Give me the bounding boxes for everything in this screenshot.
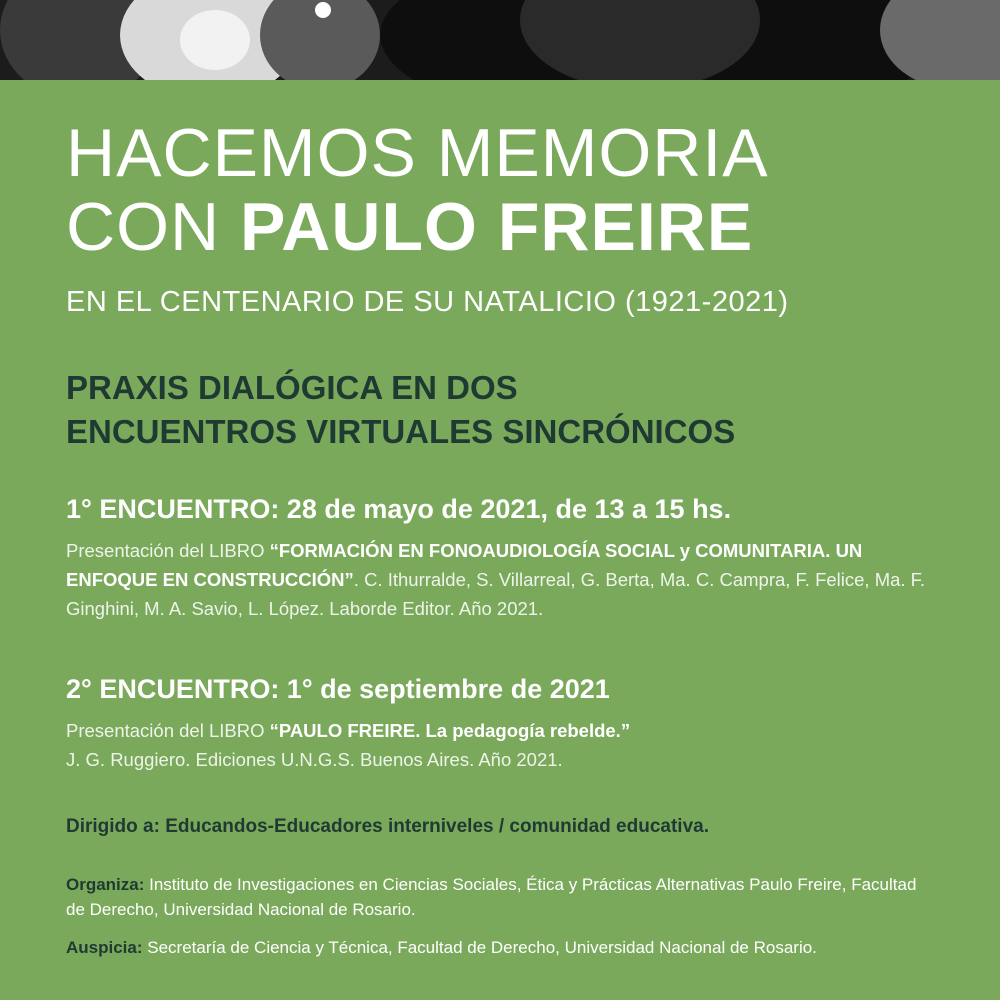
encuentro1-body bbox=[66, 536, 926, 623]
praxis-heading bbox=[66, 366, 735, 454]
praxis-line1: PRAXIS DIALÓGICA EN DOS bbox=[66, 369, 518, 406]
encuentro2-title: 2° ENCUENTRO: 1° de septiembre de 2021 bbox=[66, 674, 610, 704]
encuentro2-body bbox=[66, 716, 926, 774]
organiza-text: Instituto de Investigaciones en Ciencias Sociales, Ética y Prácticas Alternativas Paulo Freire, Facultad de Derecho, Universidad Nacional de Rosario. bbox=[66, 875, 917, 919]
subtitle: EN EL CENTENARIO DE SU NATALICIO (1921-2021) bbox=[66, 286, 789, 318]
auspicia-label: Auspicia: bbox=[66, 938, 143, 957]
encuentro1-title: 1° ENCUENTRO: 28 de mayo de 2021, de 13 a 15 hs. bbox=[66, 494, 732, 524]
headline-line1: HACEMOS MEMORIA bbox=[66, 115, 769, 191]
organiza-label: Organiza: bbox=[66, 875, 145, 894]
auspicia-credit bbox=[66, 935, 936, 960]
headline bbox=[66, 116, 769, 264]
header-photo bbox=[0, 0, 1000, 80]
headline-line2 bbox=[66, 190, 769, 264]
praxis-line2: ENCUENTROS VIRTUALES SINCRÓNICOS bbox=[66, 413, 736, 450]
encuentro2-book: “PAULO FREIRE. La pedagogía rebelde.” bbox=[269, 720, 631, 741]
encuentro1-intro: Presentación del LIBRO bbox=[66, 540, 270, 561]
organiza-credit bbox=[66, 872, 936, 922]
auspicia-text: Secretaría de Ciencia y Técnica, Facultad de Derecho, Universidad Nacional de Rosario. bbox=[142, 938, 817, 957]
encuentro1-book: “FORMACIÓN EN FONOAUDIOLOGÍA SOCIAL y COMUNITARIA. UN ENFOQUE EN CONSTRUCCIÓN” bbox=[66, 540, 863, 590]
audience: Dirigido a: Educandos-Educadores interniveles / comunidad educativa. bbox=[66, 816, 709, 837]
encuentro1-details: . C. Ithurralde, S. Villarreal, G. Berta, Ma. C. Campra, F. Felice, Ma. F. Ginghini, M. A. Savio, L. López. Laborde Editor. Año 2021. bbox=[66, 569, 926, 619]
encuentro2-intro: Presentación del LIBRO bbox=[66, 720, 270, 741]
headline-line2-prefix: CON bbox=[66, 189, 240, 265]
headline-name: PAULO FREIRE bbox=[240, 189, 754, 265]
encuentro2-details: J. G. Ruggiero. Ediciones U.N.G.S. Buenos Aires. Año 2021. bbox=[66, 749, 563, 770]
